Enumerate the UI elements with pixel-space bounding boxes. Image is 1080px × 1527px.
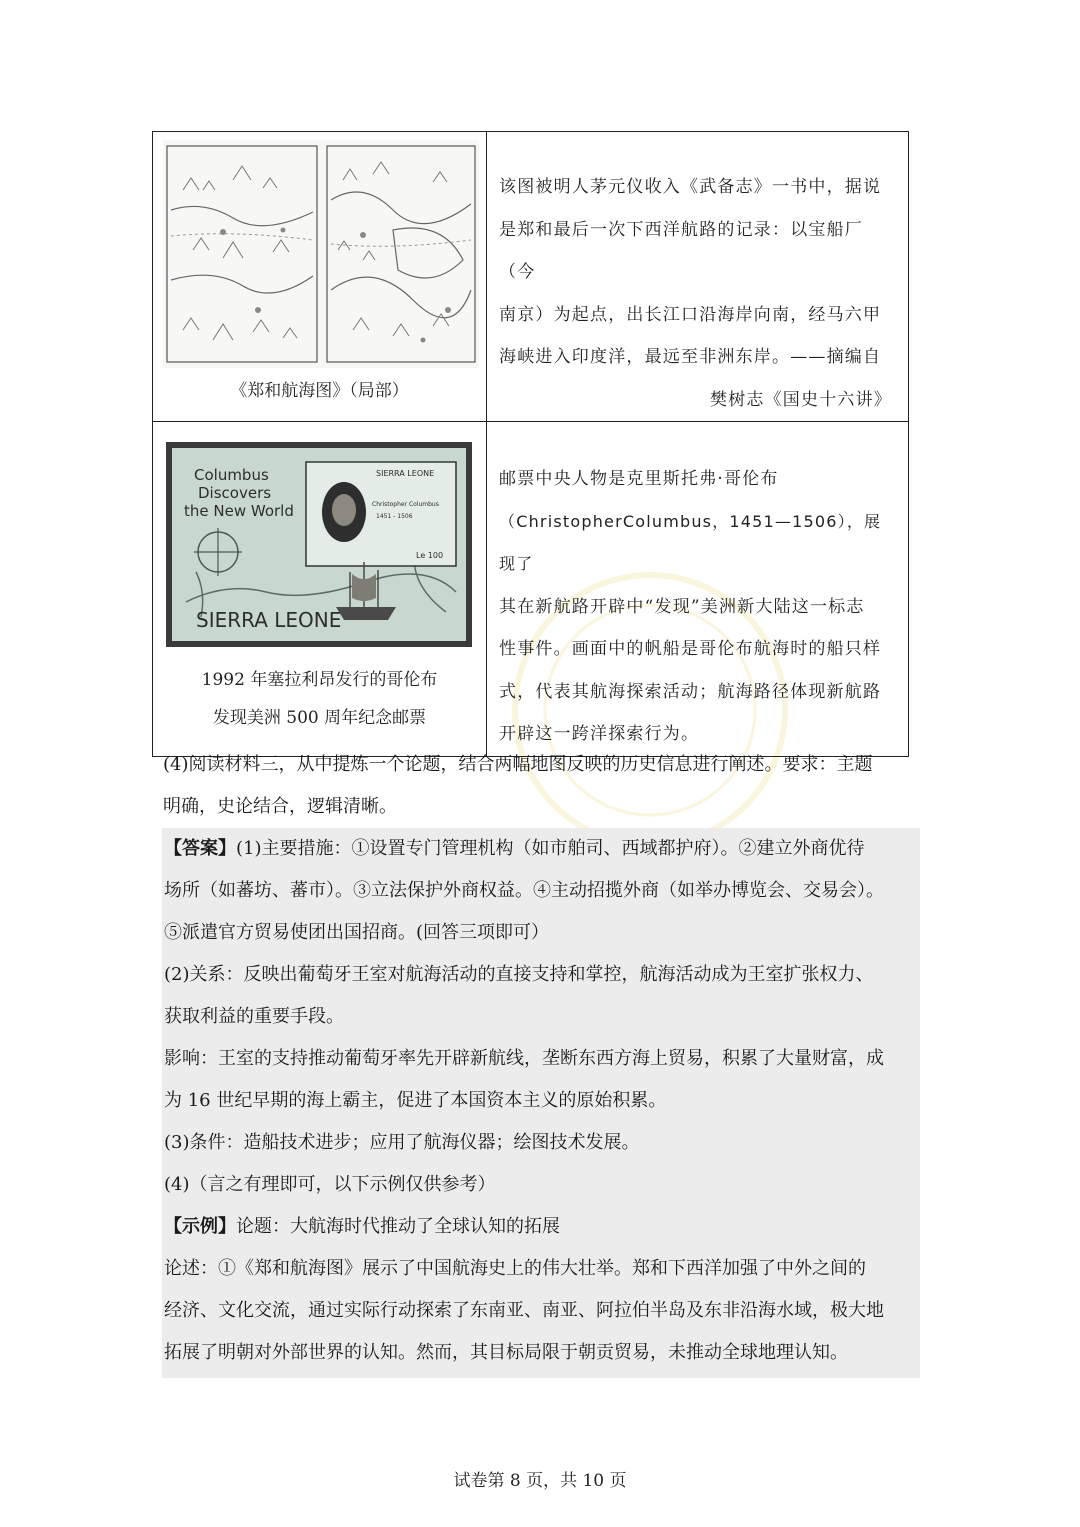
desc-line: 是郑和最后一次下西洋航路的记录：以宝船厂（今	[499, 219, 863, 282]
zhenghe-map-desc-cell	[487, 132, 909, 422]
desc-line: 开辟这一跨洋探索行为。	[499, 724, 700, 744]
stamp-desc-cell	[487, 422, 909, 757]
desc-source: 樊树志《国史十六讲》	[710, 389, 892, 410]
material-table	[152, 131, 909, 757]
zhenghe-map-caption: 《郑和航海图》（局部）	[230, 381, 409, 401]
stamp-inset-country: SIERRA LEONE	[376, 469, 435, 478]
answer-tag: 【答案】	[164, 838, 236, 859]
example-tag: 【示例】	[164, 1216, 236, 1237]
stamp-title-2: Discovers	[198, 484, 272, 502]
answer-line: (2)关系：反映出葡萄牙王室对航海活动的直接支持和掌控，航海活动成为王室扩张权力、	[164, 964, 874, 985]
answer-line: 【示例】论题：大航海时代推动了全球认知的拓展	[164, 1216, 560, 1237]
stamp-title-3: the New World	[184, 502, 294, 520]
zhenghe-map-cell	[153, 132, 487, 422]
answer-line: (4)（言之有理即可，以下示例仅供参考）	[164, 1174, 496, 1195]
answer-line: 论述：①《郑和航海图》展示了中国航海史上的伟大壮举。郑和下西洋加强了中外之间的	[164, 1258, 866, 1279]
stamp-caption	[153, 661, 486, 737]
answer-block	[162, 828, 920, 1378]
answer-line: ⑤派遣官方贸易使团出国招商。(回答三项即可）	[164, 922, 550, 943]
answer-line: 获取利益的重要手段。	[164, 1006, 344, 1027]
desc-line: 南京）为起点，出长江口沿海岸向南，经马六甲	[499, 304, 882, 325]
desc-line: 其在新航路开辟中“发现”美洲新大陆这一标志	[499, 596, 865, 617]
question-line: (4)阅读材料三，从中提炼一个论题，结合两幅地图反映的历史信息进行阐述。要求：主题	[163, 754, 873, 775]
answer-line: 场所（如蕃坊、蕃市）。③立法保护外商权益。④主动招揽外商（如举办博览会、交易会）。	[164, 880, 884, 901]
zhenghe-map-description	[487, 132, 908, 421]
answer-line: 经济、文化交流，通过实际行动探索了东南亚、南亚、阿拉伯半岛及东非沿海水域，极大地	[164, 1300, 884, 1321]
answer-line: 拓展了明朝对外部世界的认知。然而，其目标局限于朝贡贸易，未推动全球地理认知。	[164, 1342, 848, 1363]
desc-line: 式，代表其航海探索活动；航海路径体现新航路	[499, 681, 882, 702]
answer-line: (3)条件：造船技术进步；应用了航海仪器；绘图技术发展。	[164, 1132, 640, 1153]
columbus-stamp-image	[166, 442, 472, 647]
zhenghe-map-image	[163, 140, 479, 368]
answer-line: 为 16 世纪早期的海上霸主，促进了本国资本主义的原始积累。	[164, 1090, 667, 1111]
desc-line: 性事件。画面中的帆船是哥伦布航海时的船只样	[499, 639, 882, 659]
stamp-inset-years: 1451 - 1506	[376, 513, 413, 520]
desc-line: 邮票中央人物是克里斯托弗·哥伦布	[499, 469, 779, 489]
stamp-country: SIERRA LEONE	[196, 608, 342, 632]
page-footer: 试卷第 8 页，共 10 页	[453, 1471, 627, 1491]
stamp-cell	[153, 422, 487, 757]
desc-line: 该图被明人茅元仪收入《武备志》一书中，据说	[499, 177, 882, 197]
answer-line: 影响：王室的支持推动葡萄牙率先开辟新航线，垄断东西方海上贸易，积累了大量财富，成	[164, 1048, 884, 1069]
answer-line: 【答案】(1)主要措施：①设置专门管理机构（如市舶司、西域都护府）。②建立外商优待	[164, 838, 865, 859]
stamp-caption-line: 1992 年塞拉利昂发行的哥伦布	[201, 670, 438, 690]
question-4	[163, 744, 923, 828]
stamp-inset-name: Christopher Columbus	[372, 501, 439, 508]
desc-line: 海峡进入印度洋，最远至非洲东岸。——摘编自	[499, 347, 882, 367]
stamp-title-1: Columbus	[194, 466, 269, 484]
stamp-description	[487, 422, 908, 756]
stamp-caption-line: 发现美洲 500 周年纪念邮票	[212, 708, 427, 728]
question-line: 明确，史论结合，逻辑清晰。	[163, 796, 397, 817]
desc-line: （ChristopherColumbus，1451—1506），展现了	[499, 511, 882, 573]
stamp-value: Le 100	[416, 551, 444, 560]
